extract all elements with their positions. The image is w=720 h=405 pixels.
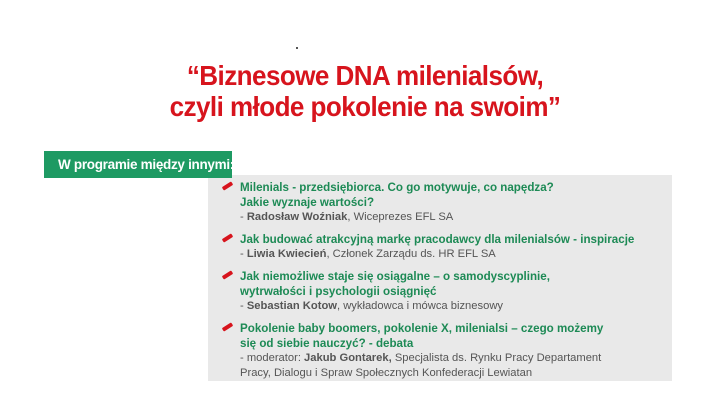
speaker-prefix: - [240,248,247,260]
program-item-title [240,232,672,247]
speaker-name: Radosław Woźniak [246,211,348,223]
speaker-role: , Wiceprezes EFL SA [347,211,454,223]
program-item-title-line: Milenials - przedsiębiorca. Co go motywuje, co napędza? [240,181,554,194]
program-item [222,269,672,314]
program-list [222,180,672,388]
program-item [222,180,672,225]
slide-title-line-2: czyli młode pokolenie na swoim” [169,91,561,122]
program-item-title [240,321,672,351]
speaker-prefix: - [240,211,247,223]
program-item-speaker [240,351,672,381]
decorative-dot [296,47,298,49]
speaker-role-line-2: Pracy, Dialogu i Spraw Społecznych Konfederacji Lewiatan [240,367,533,379]
bullet-slash-icon [222,181,233,190]
program-item-title [240,180,672,210]
speaker-role: Specjalista ds. Rynku Pracy Departament [391,352,602,364]
slide-title-line-1: “Biznesowe DNA milenialsów, [186,60,544,91]
program-item-speaker [240,299,672,314]
program-item-speaker [240,247,672,262]
speaker-name: Liwia Kwiecień [246,248,327,260]
program-label: W programie między innymi: [44,151,232,178]
program-item-title-line: się od siebie nauczyć? - debata [240,337,414,350]
speaker-role: , wykładowca i mówca biznesowy [336,300,503,312]
speaker-name: Jakub Gontarek, [304,352,392,364]
program-item-title-line: Jak niemożliwe staje się osiągalne – o samodyscyplinie, [240,270,550,283]
speaker-name: Sebastian Kotow [246,300,337,312]
program-item-title-line: Pokolenie baby boomers, pokolenie X, milenialsi – czego możemy [240,322,604,335]
bullet-slash-icon [222,322,233,331]
slide-title [151,60,579,122]
program-item [222,321,672,381]
bullet-slash-icon [222,233,233,242]
speaker-prefix: - [240,300,247,312]
speaker-prefix: - moderator: [240,352,305,364]
program-item-title-line: wytrwałości i psychologii osiągnięć [240,285,437,298]
program-item-title-line: Jak budować atrakcyjną markę pracodawcy dla milenialsów - inspiracje [240,233,635,246]
program-item-speaker [240,210,672,225]
program-item-speaker-line [240,351,672,366]
program-item-title-line: Jakie wyznaje wartości? [240,196,375,209]
bullet-slash-icon [222,270,233,279]
speaker-role: , Członek Zarządu ds. HR EFL SA [326,248,496,260]
program-item-title [240,269,672,299]
program-item [222,232,672,262]
